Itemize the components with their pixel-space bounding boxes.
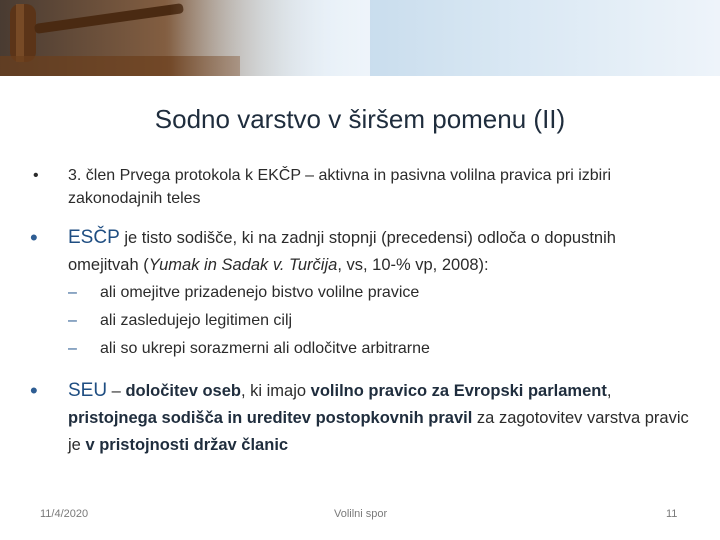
bullet-text: za zagotovitev varstva pravic je	[68, 409, 689, 454]
sub-bullet-item	[30, 279, 690, 307]
bullet-keyword: ESČP	[68, 227, 120, 248]
sub-bullet-marker: –	[68, 340, 77, 357]
bullet-item	[30, 164, 690, 210]
footer-center-text: Volilni spor	[334, 508, 388, 520]
bold-text: pristojnega sodišča in ureditev postopkovnih pravil	[68, 409, 473, 427]
sub-bullet-item	[30, 335, 690, 363]
bullet-text: , ki imajo	[240, 382, 311, 400]
slide-content	[30, 164, 690, 459]
bullet-marker: •	[30, 378, 38, 403]
footer-date: 11/4/2020	[40, 508, 89, 520]
bullet-item	[30, 224, 690, 279]
footer-page-number: 11	[666, 508, 678, 520]
bold-text: volilno pravico za Evropski parlament	[310, 382, 607, 400]
case-name: Yumak in Sadak v. Turčija	[148, 256, 338, 274]
bullet-marker: •	[33, 167, 39, 184]
bullet-text: 3. člen Prvega protokola k EKČP – aktivna in pasivna volilna pravica pri izbiri zakonodajnih teles	[68, 167, 612, 207]
bullet-text: , vs, 10-% vp, 2008):	[337, 256, 489, 274]
bullet-item	[30, 377, 690, 459]
gavel-banner-image	[0, 0, 720, 76]
bullet-text: je tisto sodišče, ki na zadnji stopnji (precedensi) odloča o dopustnih omejitvah (	[68, 229, 616, 274]
header-banner	[0, 0, 720, 76]
slide-title: Sodno varstvo v širšem pomenu (II)	[154, 104, 566, 134]
sub-bullet-text: ali so ukrepi sorazmerni ali odločitve arbitrarne	[100, 340, 430, 357]
sub-bullet-text: ali zasledujejo legitimen cilj	[100, 312, 293, 329]
bullet-keyword: SEU	[68, 380, 108, 401]
bullet-text: –	[107, 382, 126, 400]
bold-text: določitev oseb	[125, 382, 241, 400]
sub-bullet-item	[30, 307, 690, 335]
sub-bullet-marker: –	[68, 284, 77, 301]
bullet-text: ,	[606, 382, 612, 400]
bold-text: v pristojnosti držav članic	[85, 436, 289, 454]
sub-bullet-text: ali omejitve prizadenejo bistvo volilne pravice	[100, 284, 420, 301]
sub-bullet-marker: –	[68, 312, 77, 329]
bullet-marker: •	[30, 225, 38, 250]
